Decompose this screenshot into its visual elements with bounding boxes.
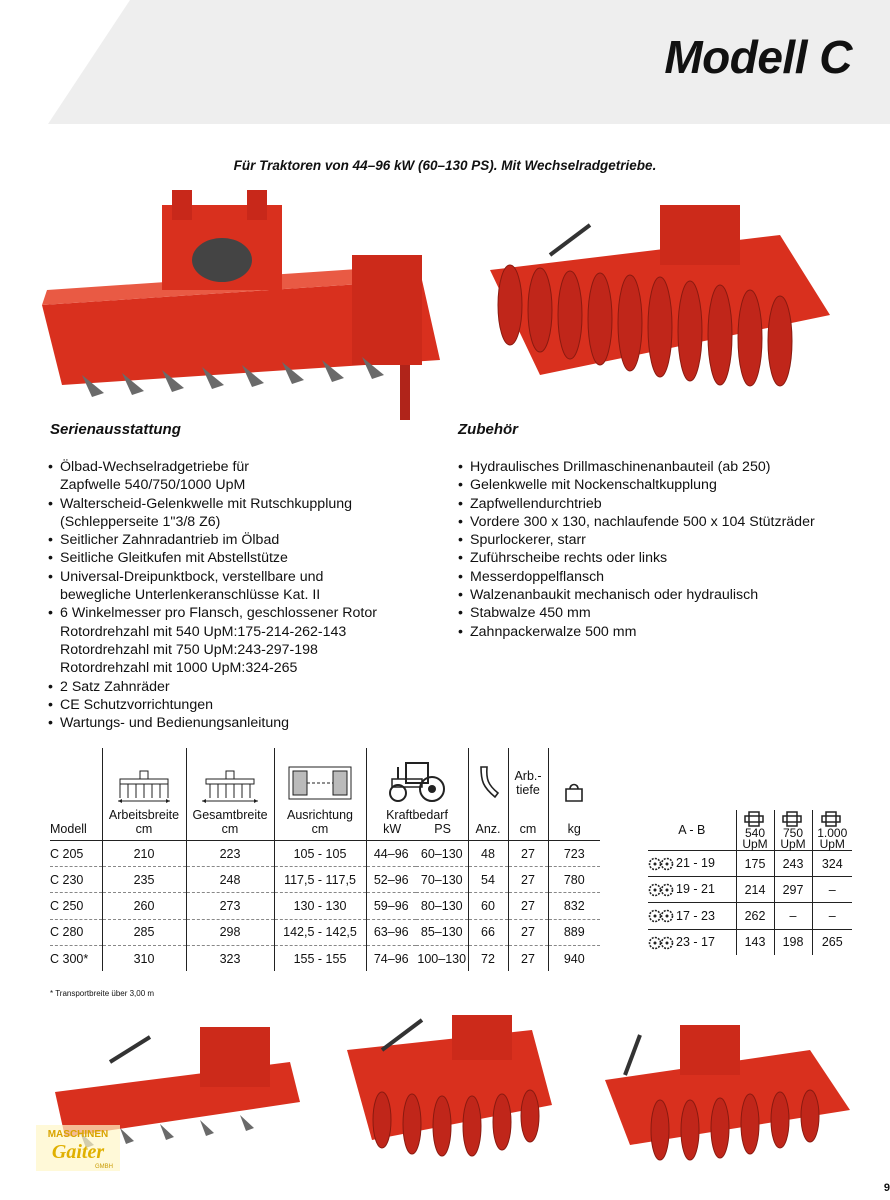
series-equipment-heading: Serienausstattung xyxy=(50,421,181,438)
rotary-harrow-photo-roller-front xyxy=(342,1010,557,1170)
gear-pair-icon xyxy=(648,857,674,871)
list-item: • CE Schutzvorrichtungen xyxy=(48,696,213,713)
list-item: • Zuführscheibe rechts oder links xyxy=(458,550,668,567)
list-item: • Zahnpackerwalze 500 mm xyxy=(458,623,637,640)
svg-text:MASCHINEN: MASCHINEN xyxy=(47,1129,109,1140)
total-width-icon xyxy=(186,748,274,808)
dealer-logo xyxy=(36,1125,120,1171)
table-row: 21 - 19 175 243 324 xyxy=(648,851,852,877)
accessories-list xyxy=(458,458,815,641)
rotary-harrow-photo-roller xyxy=(480,195,840,425)
list-item: • 2 Satz Zahnräder xyxy=(48,678,170,695)
gear-pair-icon xyxy=(648,936,674,950)
header-1000: 1.000 UpM xyxy=(812,810,852,851)
header-alignment: Ausrichtung cm xyxy=(274,808,366,841)
gear-pair-icon xyxy=(648,883,674,897)
rpm-row: Rotordrehzahl mit 750 UpM:243-297-198 xyxy=(60,641,318,658)
page-title: Modell C xyxy=(664,31,852,83)
header-ab: A - B xyxy=(678,822,706,837)
table-row: C 250 260 273 130 - 130 59–96 80–130 60 27 832 xyxy=(50,893,600,919)
table-row: 23 - 17 143 198 265 xyxy=(648,929,852,955)
gear-pair-icon xyxy=(648,909,674,923)
header-depth-unit: cm xyxy=(508,808,548,841)
rpm-row: Rotordrehzahl mit 1000 UpM:324-265 xyxy=(60,660,298,677)
blade-icon xyxy=(468,748,508,808)
width-icon xyxy=(102,748,186,808)
table-row: C 230 235 248 117,5 - 117,5 52–96 70–130 54 27 780 xyxy=(50,867,600,893)
footnote: * Transportbreite über 3,00 m xyxy=(50,989,155,998)
list-item: • Zapfwellendurchtrieb xyxy=(458,495,602,512)
list-item: • Hydraulisches Drillmaschinenanbauteil (ab 250) xyxy=(458,459,771,475)
list-item: • Walzenanbaukit mechanisch oder hydraulisch xyxy=(458,587,759,604)
list-item: • Seitliche Gleitkufen mit Abstellstütze xyxy=(48,550,288,567)
header-weight-unit: kg xyxy=(548,808,600,841)
header-540: 540 UpM xyxy=(736,810,774,851)
header-model: Modell xyxy=(50,822,87,836)
list-item: • Walterscheid-Gelenkwelle mit Rutschkupplung (Schlepperseite 1"3/8 Z6) xyxy=(48,495,353,530)
list-item: • Wartungs- und Bedienungsanleitung xyxy=(48,715,289,732)
table-row: 19 - 21 214 297 – xyxy=(648,877,852,903)
series-equipment-list xyxy=(48,458,377,732)
list-item: • Seitlicher Zahnradantrieb im Ölbad xyxy=(48,532,280,549)
table-row: C 280 285 298 142,5 - 142,5 63–96 85–130 66 27 889 xyxy=(50,919,600,945)
subtitle: Für Traktoren von 44–96 kW (60–130 PS). Mit Wechselradgetriebe. xyxy=(233,158,657,173)
rotary-harrow-photo-packer xyxy=(600,1020,855,1170)
header-working-width: Arbeitsbreite cm xyxy=(102,808,186,841)
list-item: • Ölbad-Wechselradgetriebe für Zapfwelle 540/750/1000 UpM xyxy=(48,459,250,494)
spec-table xyxy=(50,748,600,971)
header-power: Kraftbedarf kW PS xyxy=(366,808,468,841)
alignment-icon xyxy=(274,748,366,808)
rpm-row: Rotordrehzahl mit 540 UpM:175-214-262-143 xyxy=(60,623,347,640)
svg-text:Gaiter: Gaiter xyxy=(51,1141,105,1163)
table-row: 17 - 23 262 – – xyxy=(648,903,852,929)
depth-header: Arb.- tiefe xyxy=(508,748,548,808)
list-item: • Stabwalze 450 mm xyxy=(458,605,591,622)
header-750: 750 UpM xyxy=(774,810,812,851)
header-count: Anz. xyxy=(468,808,508,841)
table-row: C 300* 310 323 155 - 155 74–96 100–130 72 27 940 xyxy=(50,945,600,971)
gear-table xyxy=(648,810,852,955)
svg-text:GMBH: GMBH xyxy=(95,1164,113,1170)
list-item: • Universal-Dreipunktbock, verstellbare und bewegliche Unterlenkeranschlüsse Kat. II xyxy=(48,568,324,604)
weight-icon xyxy=(548,748,600,808)
page-number: 9 xyxy=(883,1182,890,1194)
list-item: • Gelenkwelle mit Nockenschaltkupplung xyxy=(458,477,717,494)
accessories-heading: Zubehör xyxy=(458,421,518,438)
list-item: • 6 Winkelmesser pro Flansch, geschlossener Rotor Rotordrehzahl mit 540 UpM:175-214-262-143 Rotordrehzahl mit 750 UpM:243-297-198 Rotordrehzahl mit 1000 UpM:324-265 xyxy=(48,605,377,677)
header-total-width: Gesamtbreite cm xyxy=(186,808,274,841)
list-item: • Messerdoppelflansch xyxy=(458,568,605,585)
table-row: C 205 210 223 105 - 105 44–96 60–130 48 27 723 xyxy=(50,841,600,867)
rotary-harrow-photo-front xyxy=(22,185,447,420)
list-item: • Vordere 300 x 130, nachlaufende 500 x 104 Stützräder xyxy=(458,513,815,530)
list-item: • Spurlockerer, starr xyxy=(458,532,586,549)
tractor-icon xyxy=(366,748,468,808)
